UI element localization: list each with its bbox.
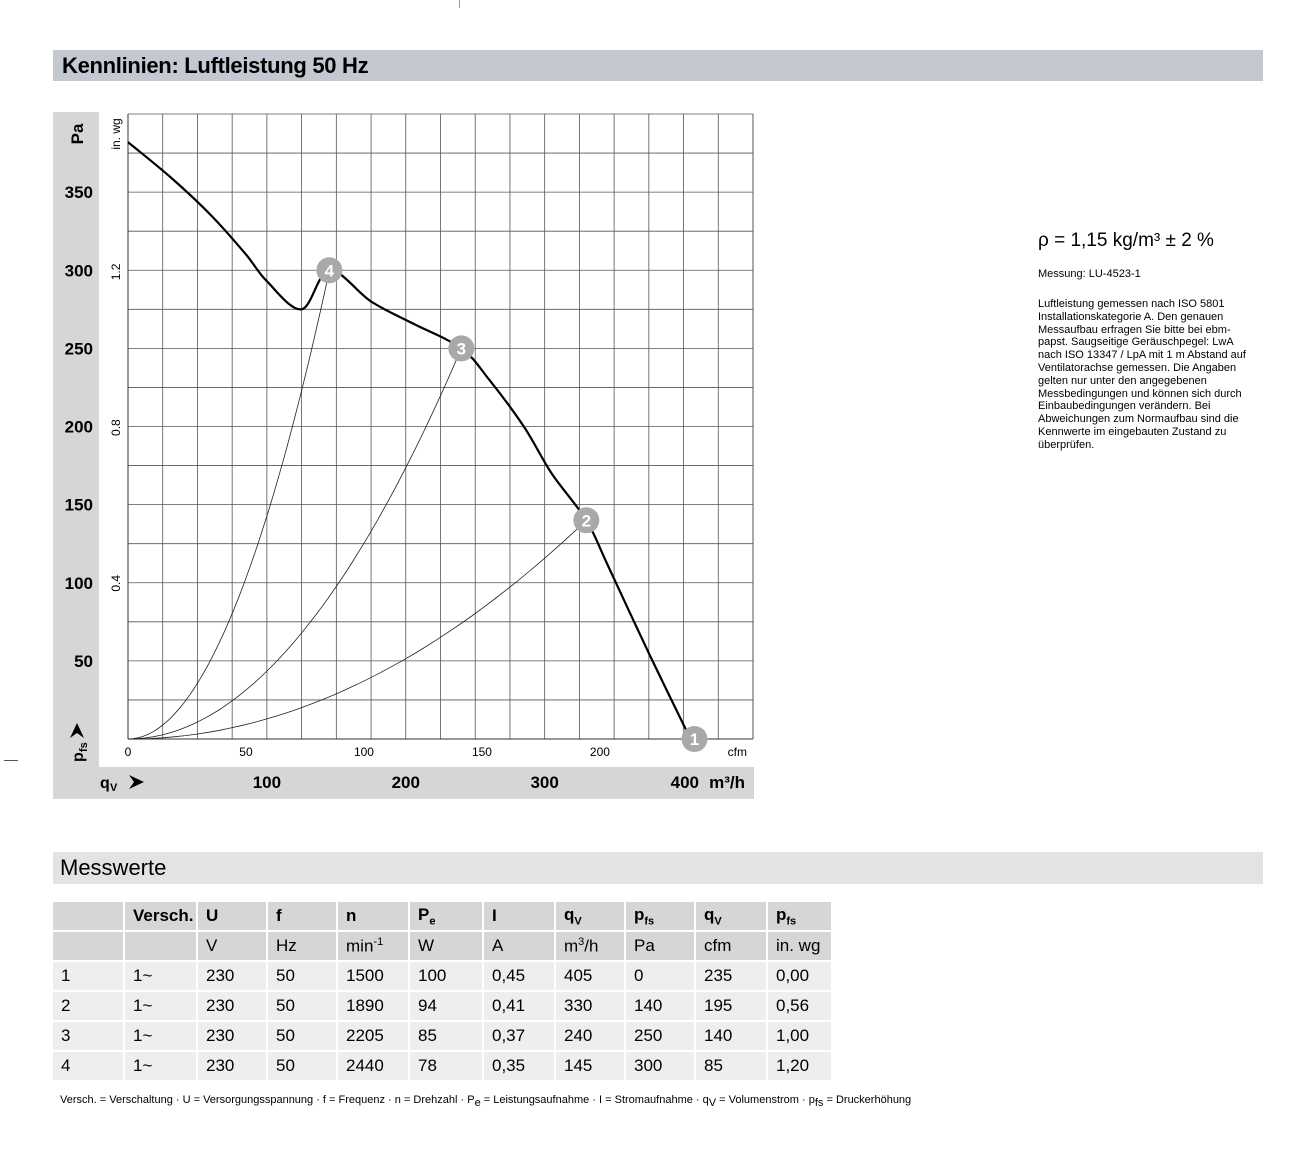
cell: 2440 — [338, 1052, 410, 1082]
cell: 140 — [696, 1022, 768, 1052]
x-tick-label-m3h: 100 — [252, 773, 282, 792]
table-row — [53, 962, 833, 992]
cell: 300 — [626, 1052, 696, 1082]
header-cell-u: U — [198, 902, 268, 932]
cell: 94 — [410, 992, 484, 1022]
unit-cell-qv-cfm: cfm — [696, 932, 768, 962]
cell: 4 — [53, 1052, 125, 1082]
x-unit-m3h: m³/h — [709, 773, 745, 792]
unit-cell-n: $\min^{-1}$ — [338, 932, 410, 962]
header-cell-index — [53, 902, 125, 932]
x-tick-label-m3h: 300 — [530, 773, 559, 792]
x-tick-label-m3h: 200 — [391, 773, 420, 792]
y-axis-band — [53, 112, 99, 799]
y-tick-label-inwg: 0.8 — [109, 419, 123, 436]
unit-cell-versch — [125, 932, 198, 962]
unit-cell-pfs-inwg: in. wg — [768, 932, 833, 962]
y-tick-label-pa: 350 — [64, 183, 93, 203]
x-tick-label-m3h: 400 — [670, 773, 699, 792]
y-unit-pa: Pa — [68, 123, 87, 145]
left-tick-mark — [4, 760, 18, 761]
y-tick-label-pa: 300 — [64, 261, 93, 281]
cell: 0,35 — [484, 1052, 556, 1082]
fan-curve-chart — [53, 112, 754, 799]
unit-cell-index — [53, 932, 125, 962]
cell: 230 — [198, 1022, 268, 1052]
description-line: Messaufbau erfragen Sie bitte bei ebm- — [1038, 323, 1231, 336]
cell: 85 — [410, 1022, 484, 1052]
chart-section-header — [53, 50, 1263, 81]
x-tick-label-cfm: 50 — [239, 745, 253, 759]
cell: 85 — [696, 1052, 768, 1082]
header-cell-pfs-inwg: $p_{fs}$ — [768, 902, 833, 932]
cell: 230 — [198, 1052, 268, 1082]
x-tick-label-cfm: 0 — [124, 745, 132, 759]
cell: 78 — [410, 1052, 484, 1082]
cell: 1890 — [338, 992, 410, 1022]
unit-cell-i: A — [484, 932, 556, 962]
cell: 0,00 — [768, 962, 833, 992]
description-line: Ventilatorachse gemessen. Die Angaben — [1038, 361, 1237, 374]
description-line: Kennwerte im eingebauten Zustand zu — [1038, 425, 1227, 438]
operating-point-label: 3 — [456, 339, 467, 359]
description-line: nach ISO 13347 / LpA mit 1 m Abstand auf — [1038, 349, 1246, 362]
cell: 0,41 — [484, 992, 556, 1022]
density-note: ρ = 1,15 kg/m³ ± 2 % — [1038, 230, 1214, 251]
cell: 405 — [556, 962, 626, 992]
table-footnote: Versch. = Verschaltung · U = Versorgungsspannung · f = Frequenz · n = Drehzahl · $P_e$ = Leistungsaufnahme · I = Stromaufnahme · $q_V$ = Volumenstrom · $p_{fs}$ = Druckerhöhung — [60, 1094, 912, 1110]
cell: 140 — [626, 992, 696, 1022]
cell: 0,45 — [484, 962, 556, 992]
cell: 240 — [556, 1022, 626, 1052]
y-tick-label-pa: 100 — [64, 573, 93, 593]
operating-point-label: 4 — [324, 261, 335, 281]
y-axis-label-sub: fs — [78, 742, 90, 752]
cell: 1 — [53, 962, 125, 992]
header-cell-qv-m3h: $q_V$ — [556, 902, 626, 932]
unit-cell-f: Hz — [268, 932, 338, 962]
header-cell-pe: $P_e$ — [410, 902, 484, 932]
cell: 1,00 — [768, 1022, 833, 1052]
unit-cell-pfs-pa: Pa — [626, 932, 696, 962]
cell: 1500 — [338, 962, 410, 992]
y-tick-label-inwg: 0.4 — [109, 574, 123, 592]
x-tick-label-cfm: 200 — [589, 745, 610, 759]
fan-curve-svg — [53, 112, 754, 799]
x-axis-label: q — [100, 775, 110, 792]
description-line: Installationskategorie A. Den genauen — [1038, 310, 1224, 323]
description-line: Einbaubedingungen verändern. Bei — [1038, 400, 1211, 413]
x-tick-label-cfm: 100 — [353, 745, 374, 759]
cell: 0,37 — [484, 1022, 556, 1052]
cell: 2205 — [338, 1022, 410, 1052]
cell: 230 — [198, 992, 268, 1022]
unit-cell-pe: W — [410, 932, 484, 962]
cell: 195 — [696, 992, 768, 1022]
cell: 230 — [198, 962, 268, 992]
y-tick-label-pa: 150 — [64, 495, 93, 515]
header-cell-n: n — [338, 902, 410, 932]
cell: 1~ — [125, 992, 198, 1022]
header-cell-f: f — [268, 902, 338, 932]
info-panel — [1038, 230, 1262, 452]
x-unit-cfm: cfm — [727, 745, 747, 759]
measured-values-table — [53, 902, 833, 1082]
header-cell-qv-cfm: $q_V$ — [696, 902, 768, 932]
description-line: Messbedingungen und können sich durch — [1038, 387, 1242, 400]
unit-cell-qv-m3h: $m^3/h$ — [556, 932, 626, 962]
measurement-description — [1038, 298, 1262, 452]
description-line: Abweichungen zum Normaufbau sind die — [1038, 413, 1239, 426]
header-cell-versch: Versch. — [125, 902, 198, 932]
table-row — [53, 1052, 833, 1082]
cell: 1~ — [125, 1052, 198, 1082]
measurement-id: Messung: LU-4523-1 — [1038, 268, 1141, 280]
cell: 235 — [696, 962, 768, 992]
cell: 3 — [53, 1022, 125, 1052]
cell: 1,20 — [768, 1052, 833, 1082]
table-row — [53, 992, 833, 1022]
operating-point-label: 1 — [689, 730, 700, 749]
cell: 1~ — [125, 962, 198, 992]
cell: 0,56 — [768, 992, 833, 1022]
description-line: überprüfen. — [1038, 438, 1095, 451]
header-cell-pfs-pa: $p_{fs}$ — [626, 902, 696, 932]
cell: 100 — [410, 962, 484, 992]
cell: 50 — [268, 1052, 338, 1082]
cell: 1~ — [125, 1022, 198, 1052]
y-tick-label-pa: 250 — [64, 339, 93, 359]
unit-cell-u: V — [198, 932, 268, 962]
cell: 2 — [53, 992, 125, 1022]
cell: 330 — [556, 992, 626, 1022]
table-header-row — [53, 902, 833, 932]
cell: 50 — [268, 1022, 338, 1052]
y-tick-label-pa: 200 — [64, 417, 93, 437]
top-tick-mark — [459, 0, 460, 8]
description-line: papst. Saugseitige Geräuschpegel: LwA — [1038, 336, 1234, 349]
y-tick-label-inwg: 1.2 — [109, 263, 123, 281]
table-row — [53, 1022, 833, 1052]
cell: 145 — [556, 1052, 626, 1082]
description-line: Luftleistung gemessen nach ISO 5801 — [1038, 298, 1225, 310]
header-cell-i: I — [484, 902, 556, 932]
y-tick-label-pa: 50 — [74, 651, 93, 671]
x-tick-label-cfm: 150 — [471, 745, 492, 759]
cell: 50 — [268, 962, 338, 992]
x-axis-label-sub: V — [110, 782, 118, 794]
measured-values-header — [53, 852, 1263, 884]
y-axis-label: p — [70, 752, 87, 762]
operating-point-label: 2 — [581, 511, 592, 531]
y-unit-inwg: in. wg — [109, 118, 123, 150]
cell: 50 — [268, 992, 338, 1022]
chart-section-title: Kennlinien: Luftleistung 50 Hz — [62, 53, 369, 78]
cell: 250 — [626, 1022, 696, 1052]
measured-values-title: Messwerte — [60, 855, 167, 880]
table-unit-row — [53, 932, 833, 962]
description-line: gelten nur unter den angegebenen — [1038, 374, 1207, 387]
cell: 0 — [626, 962, 696, 992]
